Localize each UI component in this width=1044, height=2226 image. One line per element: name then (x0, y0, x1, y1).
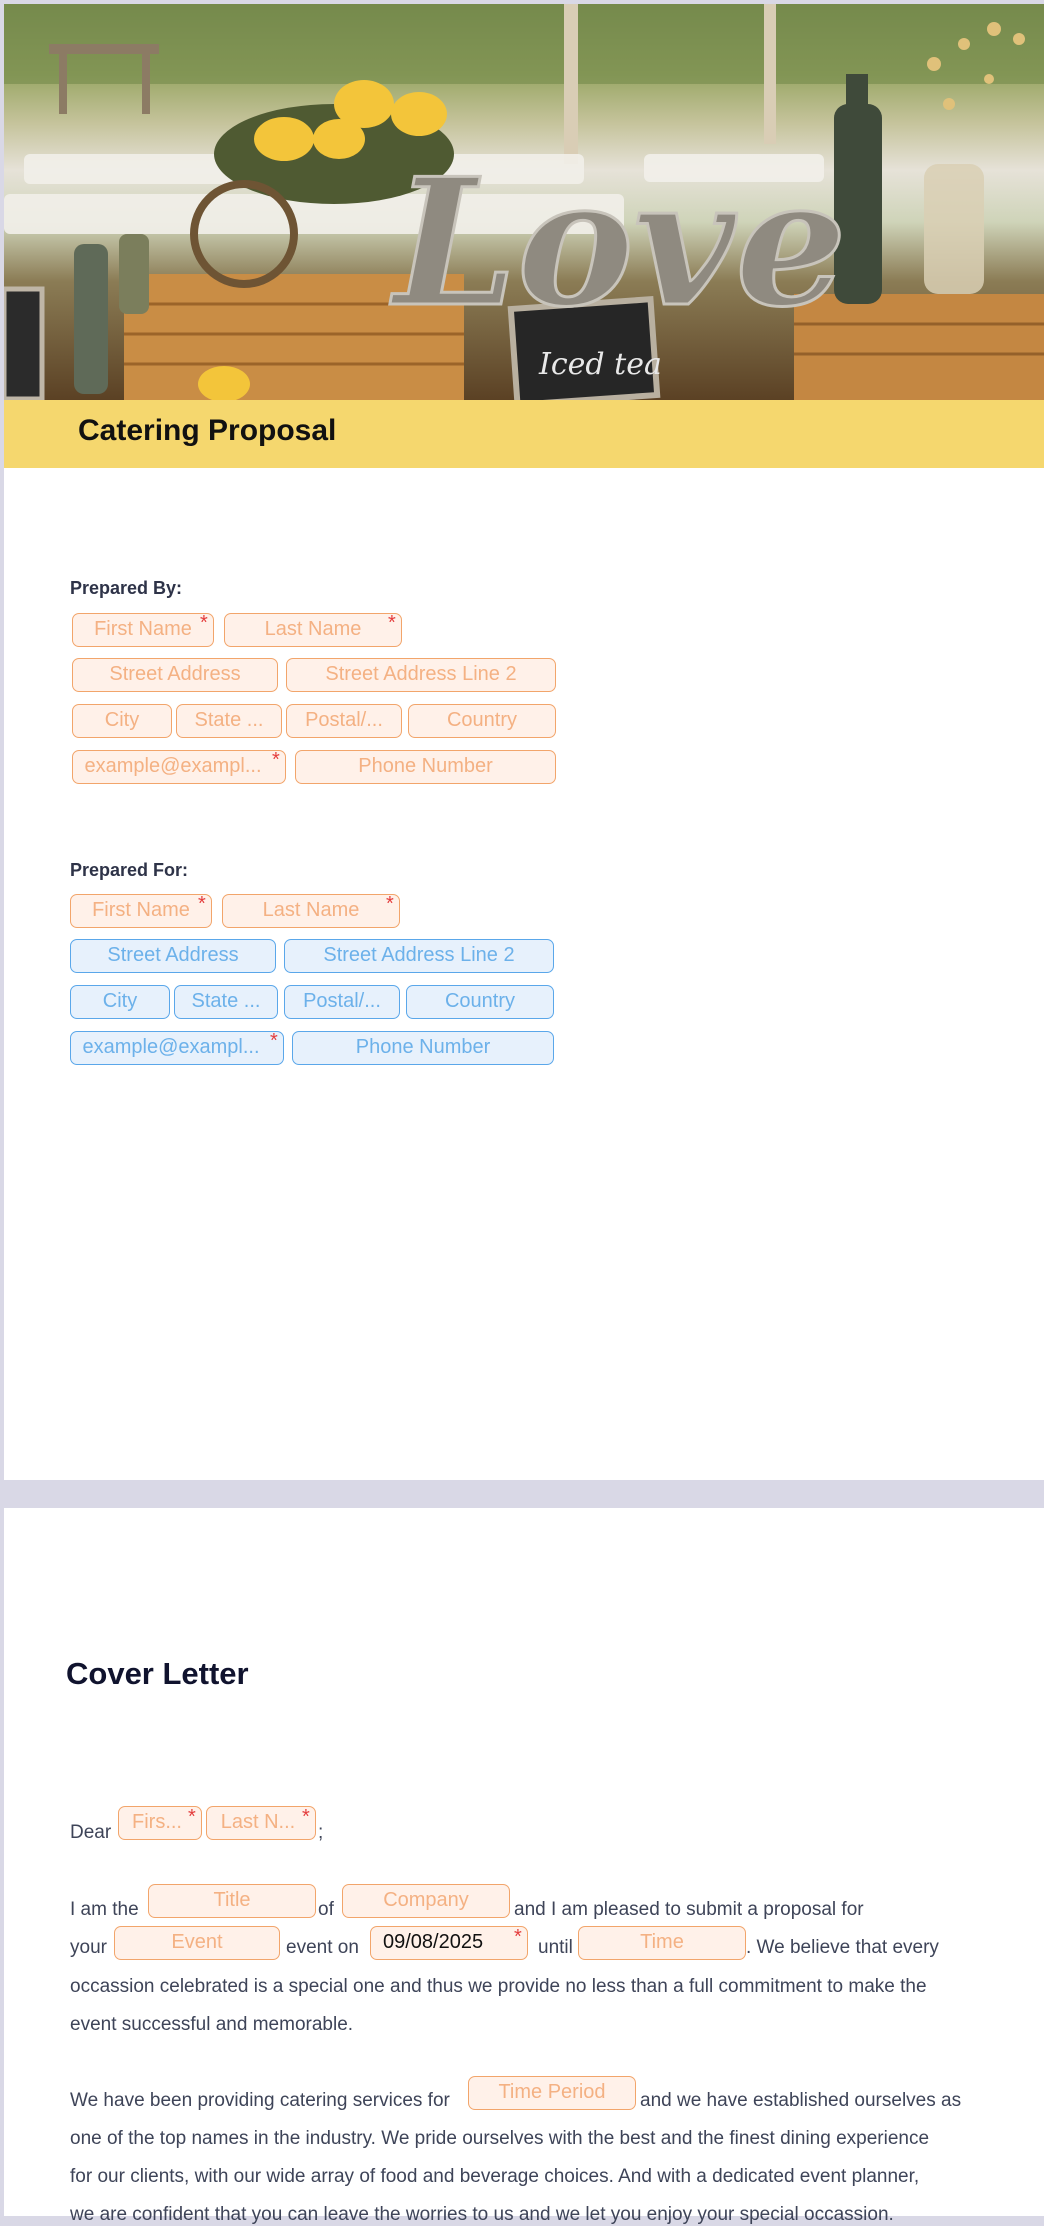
semicolon-text: ; (318, 1822, 324, 1843)
recipient-first-name-field[interactable]: Firs... (118, 1806, 202, 1840)
sender-title-field[interactable]: Title (148, 1884, 316, 1918)
prepared-for-email-field[interactable]: example@exampl... (70, 1031, 284, 1065)
cover-letter-line-3: occassion celebrated is a special one and thus we provide no less than a full commitment to make the (70, 1976, 927, 1997)
event-on-text: event on (286, 1937, 359, 1958)
prepared-for-first-name-field[interactable]: First Name (70, 894, 212, 928)
prepared-by-city-field[interactable]: City (72, 704, 172, 738)
svg-text:Love: Love (394, 141, 847, 346)
dear-text: Dear (70, 1822, 112, 1843)
recipient-last-name-field[interactable]: Last N... (206, 1806, 316, 1840)
cover-letter-title: Cover Letter (66, 1656, 249, 1691)
prepared-by-first-name-field[interactable]: First Name (72, 613, 214, 647)
hero-banner-image (4, 4, 1044, 400)
prepared-by-state-field[interactable]: State ... (176, 704, 282, 738)
time-field[interactable]: Time (578, 1926, 746, 1960)
prepared-for-street-field[interactable]: Street Address (70, 939, 276, 973)
prepared-for-state-field[interactable]: State ... (174, 985, 278, 1019)
until-text: until (538, 1937, 573, 1958)
prepared-for-street2-field[interactable]: Street Address Line 2 (284, 939, 554, 973)
prepared-by-street-field[interactable]: Street Address (72, 658, 278, 692)
required-star: * (200, 612, 208, 634)
cover-letter-line-8: we are confident that you can leave the worries to us and we let you enjoy your special occassion. (70, 2204, 894, 2225)
prepared-by-email-field[interactable]: example@exampl... (72, 750, 286, 784)
page-1 (4, 4, 1044, 1480)
cover-letter-line-4: event successful and memorable. (70, 2014, 354, 2035)
required-star: * (270, 1030, 278, 1052)
prepared-by-last-name-field[interactable]: Last Name (224, 613, 402, 647)
prepared-for-phone-field[interactable]: Phone Number (292, 1031, 554, 1065)
prepared-for-city-field[interactable]: City (70, 985, 170, 1019)
love-decor-illustration (4, 4, 1044, 400)
required-star: * (386, 893, 394, 915)
company-field[interactable]: Company (342, 1884, 510, 1918)
prepared-by-postal-field[interactable]: Postal/... (286, 704, 402, 738)
prepared-by-label: Prepared By: (70, 578, 183, 598)
providing-text: We have been providing catering services for (70, 2090, 450, 2111)
required-star: * (388, 612, 396, 634)
prepared-for-label: Prepared For: (70, 860, 189, 880)
believe-text: . We believe that every (746, 1937, 939, 1958)
event-date-field[interactable]: 09/08/2025 (370, 1926, 528, 1960)
prepared-by-street2-field[interactable]: Street Address Line 2 (286, 658, 556, 692)
required-star: * (198, 893, 206, 915)
prepared-for-last-name-field[interactable]: Last Name (222, 894, 400, 928)
required-star: * (302, 1806, 310, 1828)
prepared-by-phone-field[interactable]: Phone Number (295, 750, 556, 784)
established-text: and we have established ourselves as (640, 2090, 962, 2111)
your-text: your (70, 1937, 107, 1958)
prepared-for-country-field[interactable]: Country (406, 985, 554, 1019)
required-star: * (188, 1806, 196, 1828)
required-star: * (272, 749, 280, 771)
svg-text:Iced tea: Iced tea (539, 347, 662, 382)
cover-letter-line-7: for our clients, with our wide array of food and beverage choices. And with a dedicated event planner, (70, 2166, 920, 2187)
cover-letter-line-6: one of the top names in the industry. We pride ourselves with the best and the finest dining experience (70, 2128, 930, 2149)
i-am-the-text: I am the (70, 1899, 139, 1920)
of-text: of (318, 1899, 334, 1920)
event-field[interactable]: Event (114, 1926, 280, 1960)
prepared-for-postal-field[interactable]: Postal/... (284, 985, 400, 1019)
time-period-field[interactable]: Time Period (468, 2076, 636, 2110)
title-bar (4, 400, 1044, 468)
prepared-by-country-field[interactable]: Country (408, 704, 556, 738)
document-title: Catering Proposal (78, 414, 337, 447)
pleased-text: and I am pleased to submit a proposal for (514, 1899, 864, 1920)
required-star: * (514, 1926, 522, 1948)
